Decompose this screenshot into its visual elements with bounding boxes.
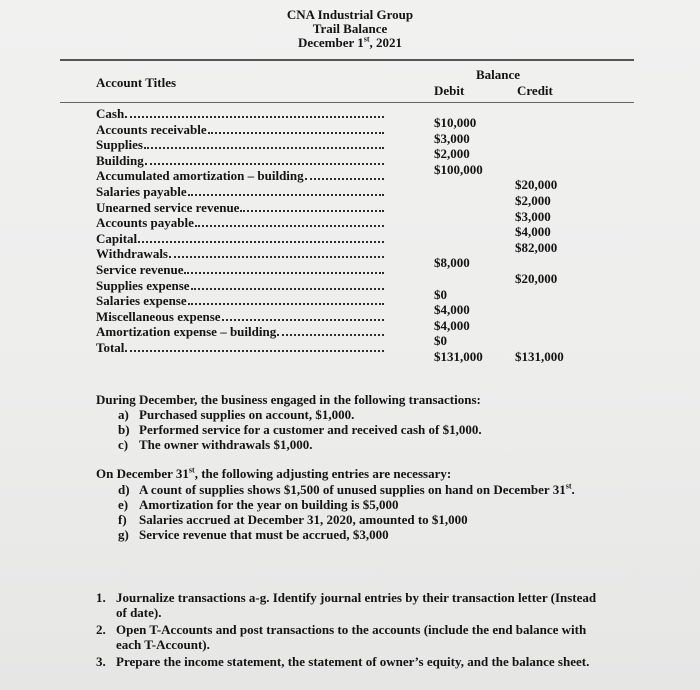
adjustment-text [139,482,575,497]
credit-amount: $2,000 [515,193,551,208]
account-row [96,262,384,277]
question-number: 2. [96,622,106,637]
leader-dots [208,122,384,134]
debit-amount: $10,000 [434,115,477,130]
leader-dots [195,215,384,227]
credit-amount: $3,000 [515,208,551,224]
adjustment-letter: e) [118,497,129,512]
adjustment-end: . [571,482,575,497]
leader-dots [277,324,384,336]
transaction-text: Purchased supplies on account, $1,000. [139,407,355,422]
debit-amount: $4,000 [434,317,470,333]
report-title: Trail Balance [312,21,388,36]
account-row [96,122,384,137]
debit-amount: $2,000 [434,146,470,162]
adjustment-letter: d) [118,482,130,497]
debit-amount: $131,000 [434,349,483,364]
account-name: Total [96,340,125,355]
adjustment-text [139,512,468,527]
balance-heading: Balance [476,67,521,82]
report-date: December 1st, 2021 [297,34,403,50]
debit-amount: $4,000 [434,302,470,318]
account-row [96,168,384,183]
account-name: Unearned service revenue [96,199,240,215]
credit-amount: $131,000 [515,349,564,364]
adjustment-text-main: Service revenue that must be accrued, $3,000 [139,527,389,542]
question-number: 3. [96,654,106,669]
leader-dots [188,184,384,196]
account-row [96,215,384,230]
table-rule [60,102,634,103]
debit-amount: $0 [434,286,447,302]
transactions-intro: During December, the business engaged in the following transactions: [96,392,481,407]
account-name: Withdrawals [96,246,168,262]
account-row [96,106,384,121]
credit-amount: $20,000 [515,271,558,286]
debit-amount: $8,000 [434,255,470,271]
account-row [96,184,384,199]
credit-amount: $82,000 [515,239,558,255]
account-titles-heading: Account Titles [96,75,177,90]
question-text-line2: of date). [116,605,162,620]
account-row [96,293,384,308]
account-name: Salaries expense [96,293,187,309]
leader-dots [145,153,384,165]
account-name: Supplies [96,137,143,153]
question-text-line2: each T-Account). [116,637,210,652]
question-text-line1: Open T-Accounts and post transactions to the accounts (include the end balance with [116,622,587,637]
credit-amount: $4,000 [515,224,551,240]
transaction-letter: a) [118,407,129,422]
debit-amount: $3,000 [434,130,470,146]
adjustment-text [139,497,399,512]
leader-dots [222,309,384,321]
adjustment-text-main: A count of supplies shows $1,500 of unused supplies on hand on December 31 [139,482,566,497]
leader-dots [138,231,384,243]
transaction-letter: c) [118,437,129,452]
account-name: Service revenue [96,262,184,277]
leader-dots [184,262,384,274]
leader-dots [125,340,384,352]
account-row [96,324,384,339]
account-name: Miscellaneous expense [96,308,221,324]
credit-heading: Credit [517,83,553,98]
account-row [96,340,384,355]
account-row [96,137,384,152]
leader-dots [125,106,384,118]
debit-heading: Debit [434,83,465,98]
header-rule [60,59,634,61]
account-name: Salaries payable [96,184,187,199]
account-name: Accounts payable [96,215,194,231]
question-number: 1. [96,590,106,605]
question-text-line1: Prepare the income statement, the statement of owner’s equity, and the balance sheet. [116,654,590,669]
transaction-text: The owner withdrawals $1,000. [139,437,313,452]
account-row [96,246,384,261]
leader-dots [188,293,384,305]
account-row [96,278,384,293]
adjustments-intro: On December 31st, the following adjusting entries are necessary: [96,465,452,481]
account-name: Cash [96,106,125,121]
adjustment-letter: g) [118,527,129,542]
leader-dots [240,200,384,212]
account-name: Amortization expense – building [96,324,277,340]
company-name: CNA Industrial Group [286,7,414,22]
account-row [96,200,384,215]
adjustment-text-main: Salaries accrued at December 31, 2020, amounted to $1,000 [139,512,468,527]
leader-dots [191,278,384,290]
adjustment-text-main: Amortization for the year on building is $5,000 [139,497,399,512]
leader-dots [169,246,384,258]
account-name: Supplies expense [96,277,190,293]
debit-amount: $100,000 [434,161,483,177]
account-name: Accumulated amortization – building [96,168,304,184]
question-text-line1: Journalize transactions a-g. Identify journal entries by their transaction letter (Instead [116,590,597,605]
transaction-text: Performed service for a customer and received cash of $1,000. [139,422,482,437]
account-name: Accounts receivable [96,121,207,137]
leader-dots [144,137,384,149]
account-row [96,153,384,168]
adjustment-sup: st [565,481,572,491]
credit-amount: $20,000 [515,177,558,193]
account-row [96,309,384,324]
account-name: Capital [96,230,138,246]
account-name: Building [96,152,144,168]
transaction-letter: b) [118,422,130,437]
debit-amount: $0 [434,333,447,349]
leader-dots [305,168,384,180]
account-row [96,231,384,246]
adjustment-text [139,527,389,542]
adjustment-letter: f) [118,512,127,527]
